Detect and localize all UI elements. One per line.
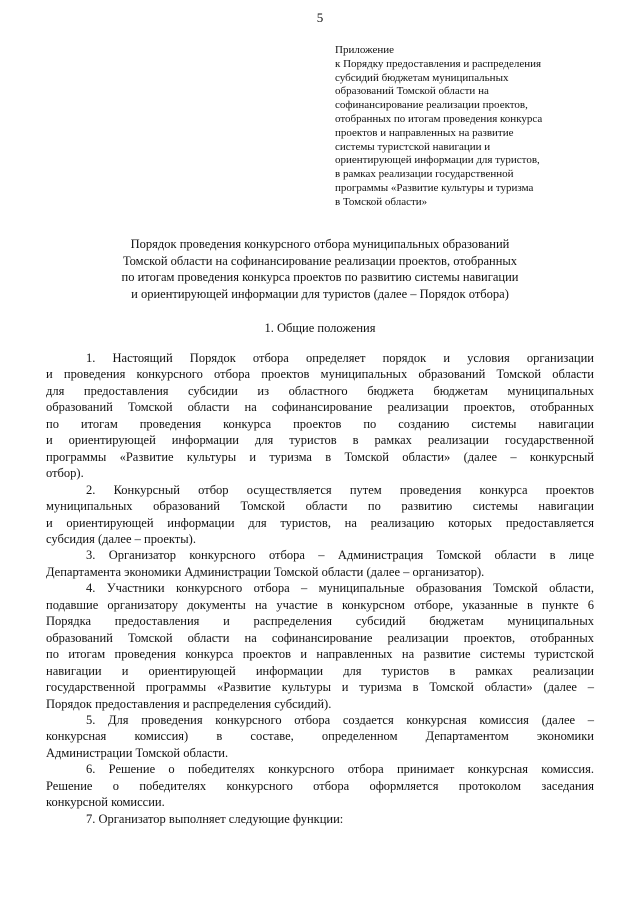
text-line: 6. Решение о победителях конкурсного отбора принимает конкурсная комиссия.: [86, 762, 594, 777]
text-line: Администрации Томской области.: [46, 745, 229, 760]
text-line: конкурсная комиссия) в составе, определенном Департаментом экономики: [46, 729, 594, 744]
text-line: образований Томской области на софинансирование реализации проектов, отобранных: [46, 400, 594, 415]
document-title: [40, 236, 600, 302]
text-line: Решение о победителях конкурсного отбора оформляется протоколом заседания: [46, 778, 594, 793]
appendix-line: отобранных по итогам проведения конкурса: [335, 112, 543, 125]
text-line: программы «Развитие культуры и туризма в Томской области» (далее – конкурсный: [46, 449, 594, 464]
document-body: [46, 350, 594, 827]
text-line: 1. Настоящий Порядок отбора определяет порядок и условия организации: [86, 351, 594, 365]
page-number: 5: [316, 10, 324, 25]
paragraph-7: [46, 811, 594, 827]
appendix-line: к Порядку предоставления и распределения: [335, 57, 542, 70]
paragraph-2: [46, 482, 594, 548]
appendix-line: в Томской области»: [335, 195, 428, 208]
text-line: по итогам проведения конкурса проектов и направленных на развитие системы туристской: [46, 647, 594, 662]
paragraph-3: [46, 547, 594, 580]
text-line: Порядка предоставления и распределения субсидий бюджетам муниципальных: [46, 614, 594, 629]
paragraph-1: [46, 350, 594, 482]
text-line: 7. Организатор выполняет следующие функции:: [86, 811, 344, 826]
title-line: Томской области на софинансирование реализации проектов, отобранных: [122, 253, 518, 268]
text-line: 3. Организатор конкурсного отбора – Администрация Томской области в лице: [86, 548, 594, 563]
appendix-line: системы туристской навигации и: [335, 140, 491, 153]
text-line: государственной программы «Развитие культуры и туризма в Томской области» (далее –: [46, 680, 594, 695]
text-line: конкурсной комиссии.: [46, 795, 165, 810]
text-line: отбор).: [46, 466, 84, 481]
text-line: 4. Участники конкурсного отбора – муниципальные образования Томской области,: [86, 581, 594, 596]
appendix-line: ориентирующей информации для туристов,: [335, 154, 540, 167]
text-line: и проведения конкурсного отбора проектов муниципальных образований Томской области: [46, 367, 594, 382]
title-line: и ориентирующей информации для туристов (далее – Порядок отбора): [131, 286, 509, 301]
section-heading: 1. Общие положения: [264, 321, 376, 335]
appendix-line: субсидий бюджетам муниципальных: [335, 71, 509, 84]
appendix-line: проектов и направленных на развитие: [335, 126, 514, 139]
text-line: подавшие организатору документы на участие в конкурсном отборе, указанные в пункте 6: [46, 597, 594, 612]
text-line: и ориентирующей информации для туристов в рамках реализации государственной: [46, 433, 594, 448]
text-line: образований Томской области на софинансирование реализации проектов, отобранных: [46, 630, 594, 645]
paragraph-6: [46, 761, 594, 810]
appendix-header: [335, 44, 635, 210]
appendix-line: программы «Развитие культуры и туризма: [335, 181, 534, 194]
title-line: Порядок проведения конкурсного отбора муниципальных образований: [130, 237, 510, 251]
text-line: и ориентирующей информации для туристов, на реализацию которых предоставляется: [46, 515, 594, 530]
text-line: для предоставления субсидии из областного бюджета бюджетам муниципальных: [46, 383, 594, 398]
text-line: Департамента экономики Администрации Томской области (далее – организатор).: [46, 564, 485, 579]
text-line: субсидия (далее – проекты).: [46, 531, 196, 546]
appendix-line: софинансирование реализации проектов,: [335, 99, 528, 112]
appendix-line: образований Томской области на: [335, 85, 489, 98]
text-line: по итогам проведения конкурса проектов по созданию системы навигации: [46, 416, 594, 431]
text-line: муниципальных образований Томской области по развитию системы навигации: [46, 499, 594, 514]
appendix-line: Приложение: [335, 44, 395, 56]
appendix-line: в рамках реализации государственной: [335, 168, 514, 181]
text-line: 5. Для проведения конкурсного отбора создается конкурсная комиссия (далее –: [86, 712, 594, 727]
text-line: навигации и ориентирующей информации для туристов в рамках реализации: [46, 663, 594, 678]
text-line: 2. Конкурсный отбор осуществляется путем проведения конкурса проектов: [86, 482, 594, 497]
text-line: Порядок предоставления и распределения субсидий).: [46, 696, 332, 711]
title-line: по итогам проведения конкурса проектов по развитию системы навигации: [121, 270, 519, 285]
paragraph-4: [46, 580, 594, 712]
paragraph-5: [46, 712, 594, 761]
